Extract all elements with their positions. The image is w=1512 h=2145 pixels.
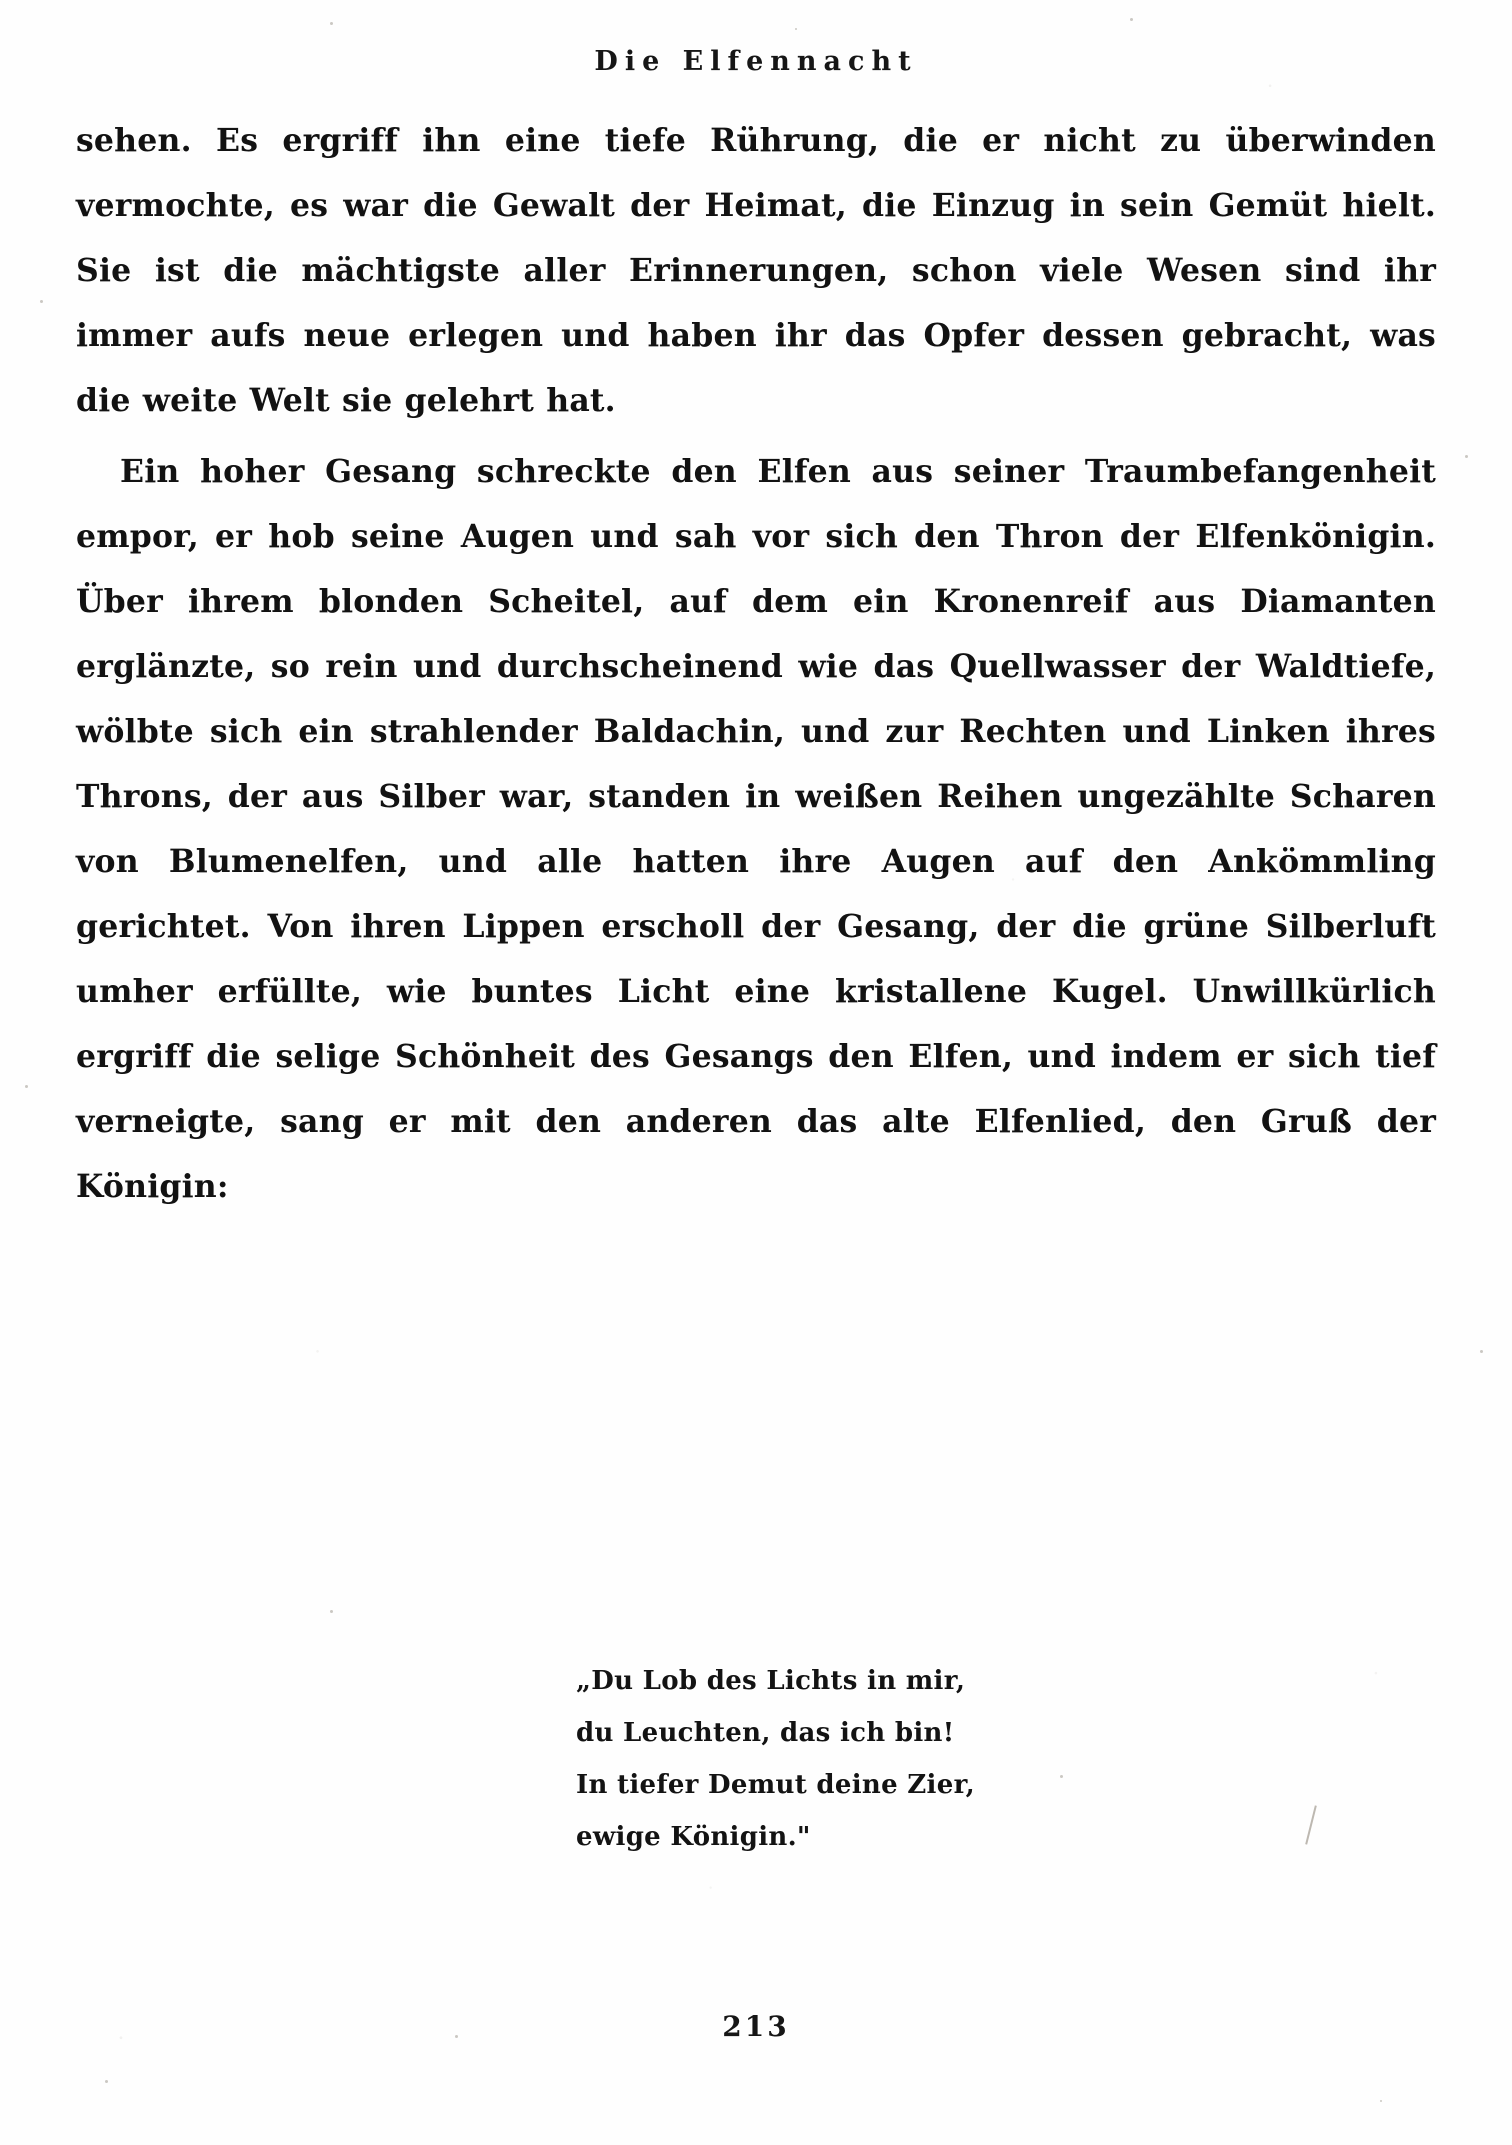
paper-speck bbox=[1480, 1350, 1483, 1353]
verse-block bbox=[576, 1655, 1136, 1863]
running-head: Die Elfennacht bbox=[594, 46, 918, 77]
verse-line: „Du Lob des Lichts in mir, bbox=[576, 1666, 966, 1696]
paper-speck bbox=[25, 1085, 28, 1088]
verse-line: ewige Königin." bbox=[576, 1822, 811, 1852]
page-number: 213 bbox=[722, 2010, 790, 2043]
paper-speck bbox=[1465, 455, 1468, 458]
verse-line: du Leuchten, das ich bin! bbox=[576, 1718, 955, 1748]
verse-line: In tiefer Demut deine Zier, bbox=[576, 1770, 976, 1800]
paragraph: sehen. Es ergriff ihn eine tiefe Rührung, die er nicht zu überwinden vermochte, es war die Gewalt der Heimat, die Einzug in sein Gemüt hielt. Sie ist die mächtigste aller Erinnerungen, schon viele Wesen sind ihr immer aufs neue erlegen und haben ihr das Opfer dessen gebracht, was die weite Welt sie gelehrt hat. bbox=[76, 122, 1436, 419]
body-text bbox=[76, 108, 1436, 1219]
paper-speck bbox=[40, 300, 43, 303]
page-content bbox=[76, 0, 1436, 2145]
paragraph: Ein hoher Gesang schreckte den Elfen aus seiner Traumbefangenheit empor, er hob seine Augen und sah vor sich den Thron der Elfenkönigin. Über ihrem blonden Scheitel, auf dem ein Kronenreif aus Diamanten erglänzte, so rein und durchscheinend wie das Quellwasser der Waldtiefe, wölbte sich ein strahlender Baldachin, und zur Rechten und Linken ihres Throns, der aus Silber war, standen in weißen Reihen ungezählte Scharen von Blumenelfen, und alle hatten ihre Augen auf den Ankömmling gerichtet. Von ihren Lippen erscholl der Gesang, der die grüne Silberluft umher erfüllte, wie buntes Licht eine kristallene Kugel. Unwillkürlich ergriff die selige Schönheit des Gesangs den Elfen, und indem er sich tief verneigte, sang er mit den anderen das alte Elfenlied, den Gruß der Königin: bbox=[76, 453, 1436, 1205]
